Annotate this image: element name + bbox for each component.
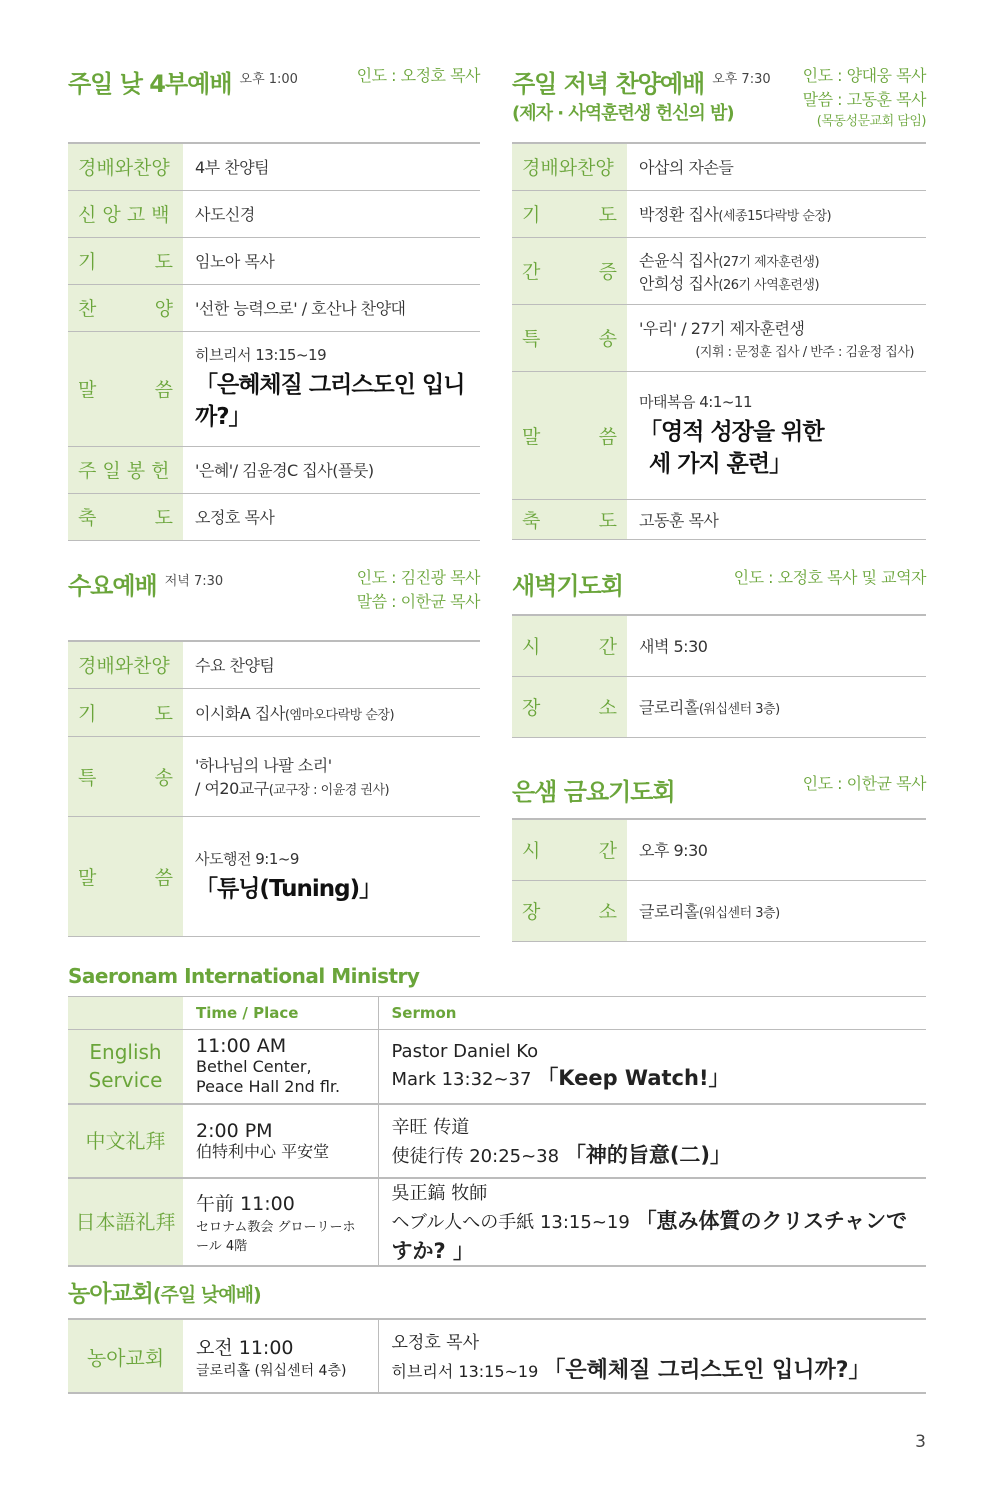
row-label: 경배와찬양 — [68, 143, 183, 190]
wednesday-service-section — [68, 566, 480, 937]
row-value: 박정환 집사(세종15다락방 순장) — [627, 190, 926, 237]
table-row — [512, 371, 926, 499]
table-header-row — [68, 997, 926, 1030]
deaf-church-section — [68, 1275, 926, 1394]
table-row — [68, 190, 480, 237]
table-row — [512, 143, 926, 190]
table-row — [512, 676, 926, 737]
table-row-chinese — [68, 1104, 926, 1178]
row-label: 찬 양 — [68, 284, 183, 331]
row-label: 신 앙 고 백 — [68, 190, 183, 237]
header-sermon: Sermon — [378, 997, 926, 1030]
row-label: 축 도 — [68, 493, 183, 540]
table-row — [512, 190, 926, 237]
row-label: 경배와찬양 — [68, 641, 183, 688]
row-label: 말 씀 — [512, 371, 627, 499]
sermon-cell: 吳正鎬 牧師 ヘブル人への手紙 13:15~19 「恵み体質のクリスチャンですか? 」 — [378, 1178, 926, 1266]
table-row — [512, 237, 926, 304]
row-value: 아삽의 자손들 — [627, 143, 926, 190]
row-label: 축 도 — [512, 499, 627, 539]
row-label: 장 소 — [512, 676, 627, 737]
section-title: 새벽기도회 — [512, 572, 623, 600]
table-row — [68, 331, 480, 446]
scripture-reference: 마태복음 4:1~11 — [639, 392, 753, 411]
table-row — [68, 446, 480, 493]
time-place-cell: 午前 11:00 セロナム教会 グローリーホール 4階 — [183, 1178, 378, 1266]
row-label: 기 도 — [512, 190, 627, 237]
sermon-title: 「은혜체질 그리스도인 입니까?」 — [195, 372, 465, 430]
table-row-english — [68, 1030, 926, 1104]
sermon-cell — [183, 816, 480, 936]
row-label: 간 증 — [512, 237, 627, 304]
sermon-title: 「영적 성장을 위한 — [639, 418, 824, 445]
section-time: 오후 7:30 — [712, 72, 771, 87]
deaf-church-table — [68, 1318, 926, 1394]
table-row — [512, 304, 926, 371]
header-time-place: Time / Place — [183, 997, 378, 1030]
section-header — [68, 566, 480, 640]
section-time: 저녁 7:30 — [164, 574, 224, 589]
sermon-cell — [183, 331, 480, 446]
row-value: 글로리홀(워십센터 3층) — [627, 880, 926, 941]
row-label: 특 송 — [512, 304, 627, 371]
header-blank — [68, 997, 183, 1030]
section-title: 은샘 금요기도회 — [512, 778, 675, 806]
table-row — [68, 493, 480, 540]
section-time: 오후 1:00 — [239, 72, 298, 87]
international-ministry-section — [68, 964, 926, 1267]
section-leader: 인도 : 오정호 목사 — [356, 66, 480, 85]
section-subtitle: (제자 · 사역훈련생 헌신의 밤) — [512, 103, 734, 124]
row-value: '하나님의 나팔 소리' / 여20교구(교구장 : 이윤경 권사) — [183, 736, 480, 816]
sunday-evening-service-section — [512, 64, 926, 540]
page-number: 3 — [915, 1432, 926, 1452]
row-value: '선한 능력으로' / 호산나 찬양대 — [183, 284, 480, 331]
row-value: 손윤식 집사(27기 제자훈련생) 안희성 집사(26기 사역훈련생) — [627, 237, 926, 304]
schedule-table — [68, 640, 480, 937]
row-label: English Service — [68, 1030, 183, 1104]
section-title: 주일 저녁 찬양예배 — [512, 70, 705, 98]
time-place-cell: 오전 11:00 글로리홀 (워십센터 4층) — [183, 1319, 378, 1393]
schedule-table — [512, 614, 926, 738]
table-row — [68, 1319, 926, 1393]
row-value: 4부 찬양팀 — [183, 143, 480, 190]
row-value: 오정호 목사 — [183, 493, 480, 540]
row-label: 말 씀 — [68, 331, 183, 446]
row-value: 새벽 5:30 — [627, 615, 926, 676]
section-title: 주일 낮 4부예배 — [68, 70, 232, 98]
row-value: 임노아 목사 — [183, 237, 480, 284]
row-value: '우리' / 27기 제자훈련생 (지휘 : 문정훈 집사 / 반주 : 김윤정 집사) — [627, 304, 926, 371]
table-row — [512, 819, 926, 880]
time-place-cell: 2:00 PM 伯特利中心 平安堂 — [183, 1104, 378, 1178]
table-row — [68, 641, 480, 688]
row-value: 수요 찬양팀 — [183, 641, 480, 688]
section-leader: 인도 : 김진광 목사 말씀 : 이한균 목사 — [356, 568, 480, 611]
section-leader: 인도 : 이한균 목사 — [802, 774, 926, 793]
row-label: 기 도 — [68, 237, 183, 284]
sunday-4th-service-section — [68, 64, 480, 541]
section-title: Saeronam International Ministry — [68, 964, 420, 988]
row-label: 특 송 — [68, 736, 183, 816]
table-row — [512, 499, 926, 539]
schedule-table — [512, 142, 926, 540]
row-label: 기 도 — [68, 688, 183, 736]
section-header — [512, 772, 926, 818]
row-label: 장 소 — [512, 880, 627, 941]
row-label: 日本語礼拜 — [68, 1178, 183, 1266]
row-label: 경배와찬양 — [512, 143, 627, 190]
row-label: 말 씀 — [68, 816, 183, 936]
scripture-reference: 사도행전 9:1~9 — [195, 849, 299, 868]
friday-prayer-section — [512, 772, 926, 942]
sermon-title: 「튜닝(Tuning)」 — [195, 875, 382, 902]
table-row — [68, 284, 480, 331]
sermon-cell: 오정호 목사 히브리서 13:15~19 「은혜체질 그리스도인 입니까?」 — [378, 1319, 926, 1393]
section-leader: 인도 : 오정호 목사 및 교역자 — [733, 568, 926, 587]
table-row — [512, 880, 926, 941]
time-place-cell: 11:00 AM Bethel Center, Peace Hall 2nd flr. — [183, 1030, 378, 1104]
row-value: '은혜'/ 김윤경C 집사(플룻) — [183, 446, 480, 493]
row-value: 사도신경 — [183, 190, 480, 237]
row-value: 오후 9:30 — [627, 819, 926, 880]
row-label: 中文礼拜 — [68, 1104, 183, 1178]
section-title: 농아교회(주일 낮예배) — [68, 1281, 261, 1307]
table-row — [68, 736, 480, 816]
row-label: 주 일 봉 헌 — [68, 446, 183, 493]
row-label: 농아교회 — [68, 1319, 183, 1393]
table-row — [68, 816, 480, 936]
row-label: 시 간 — [512, 819, 627, 880]
table-row — [512, 615, 926, 676]
sermon-cell: 辛旺 传道 使徒行传 20:25~38 「神的旨意(二)」 — [378, 1104, 926, 1178]
section-header — [512, 64, 926, 142]
section-title: 수요예배 — [68, 572, 157, 600]
row-value: 글로리홀(워십센터 3층) — [627, 676, 926, 737]
row-value: 이시화A 집사(엠마오다락방 순장) — [183, 688, 480, 736]
table-row — [68, 237, 480, 284]
sermon-cell — [627, 371, 926, 499]
table-row — [68, 688, 480, 736]
international-table — [68, 996, 926, 1267]
schedule-table — [512, 818, 926, 942]
row-value: 고동훈 목사 — [627, 499, 926, 539]
sermon-cell: Pastor Daniel Ko Mark 13:32~37 「Keep Watch!」 — [378, 1030, 926, 1104]
scripture-reference: 히브리서 13:15~19 — [195, 346, 327, 364]
section-header — [68, 64, 480, 142]
sermon-title-cont: 세 가지 훈련」 — [649, 450, 792, 477]
section-header — [512, 566, 926, 614]
section-leader: 인도 : 양대웅 목사 말씀 : 고동훈 목사 (목동성문교회 담임) — [802, 66, 926, 129]
schedule-table — [68, 142, 480, 541]
table-row — [68, 143, 480, 190]
table-row-japanese — [68, 1178, 926, 1266]
dawn-prayer-section — [512, 566, 926, 738]
row-label: 시 간 — [512, 615, 627, 676]
